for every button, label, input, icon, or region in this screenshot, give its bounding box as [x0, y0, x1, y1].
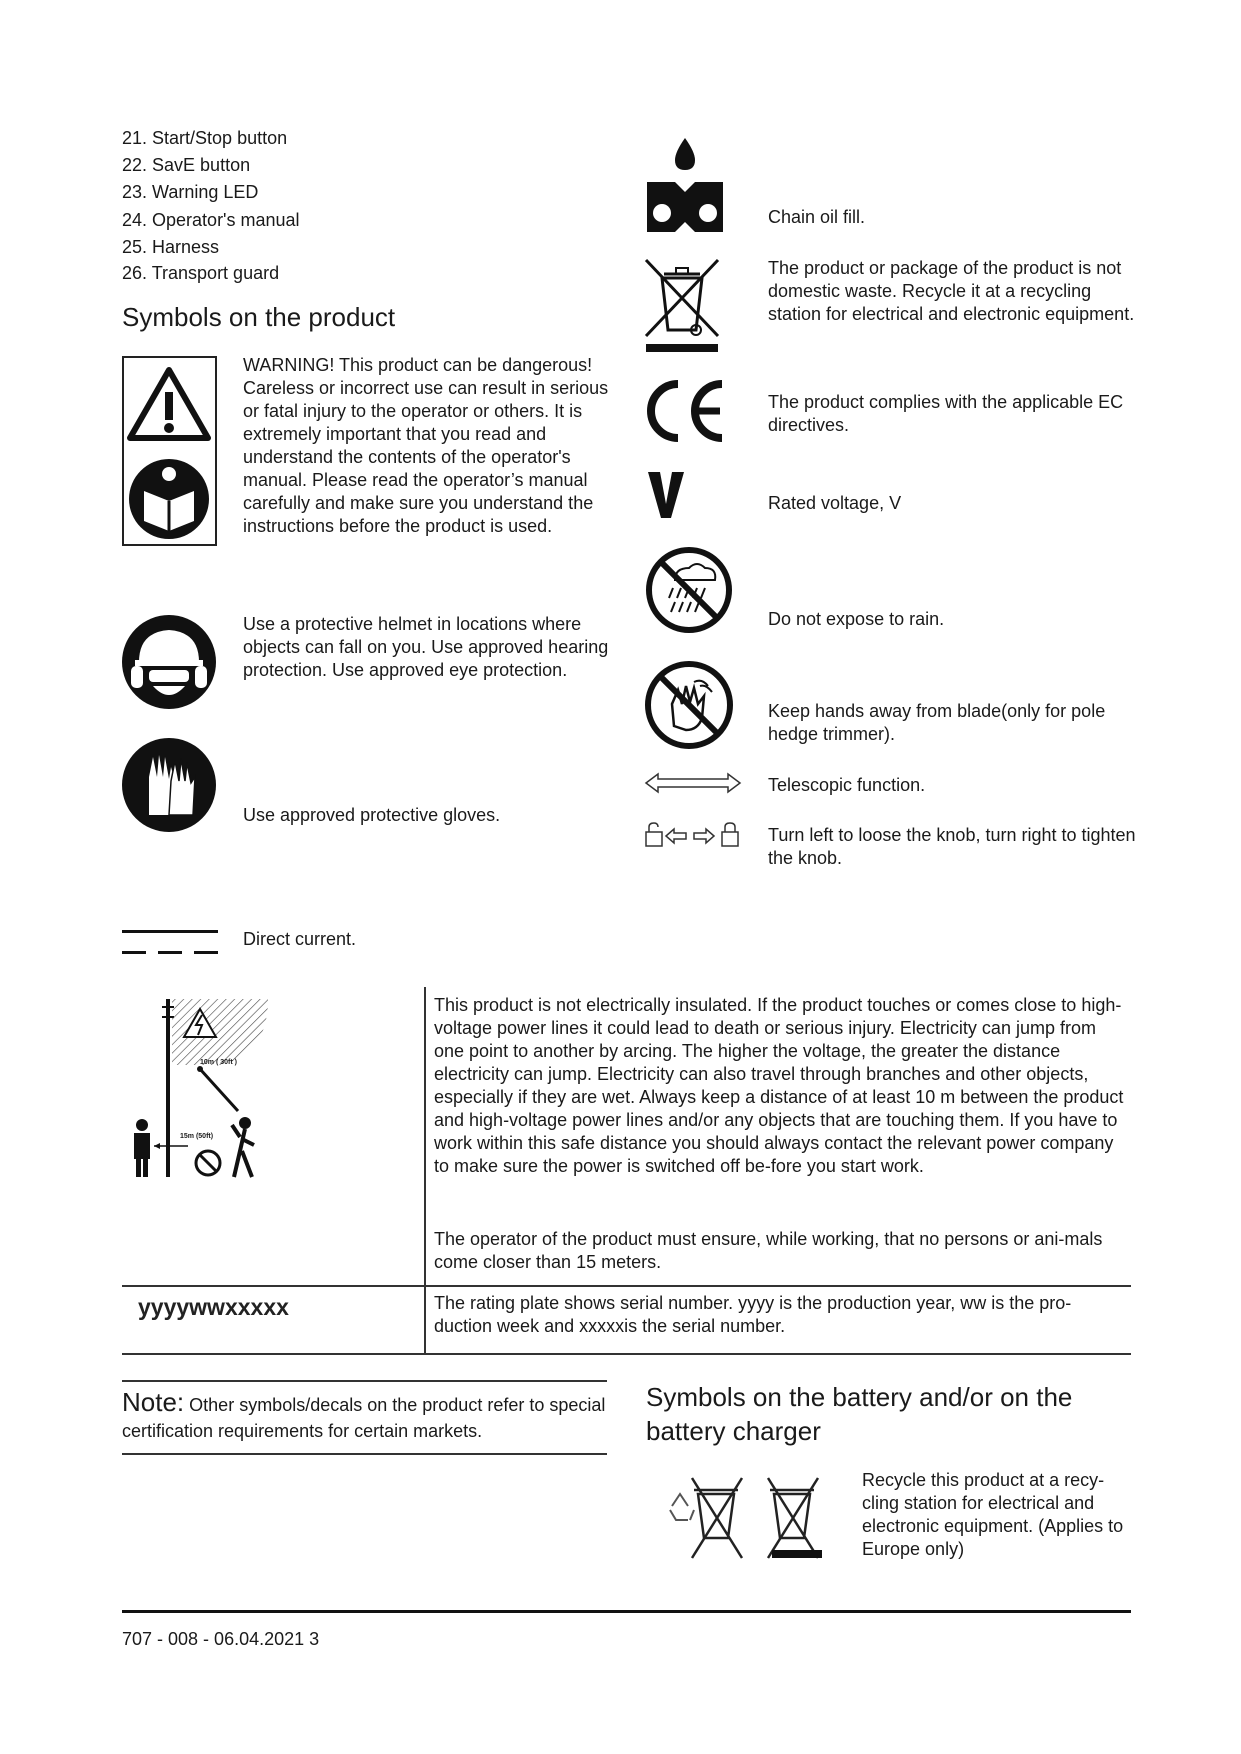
note-text: Other symbols/decals on the product refer to special certification requirements for certain markets. [122, 1395, 606, 1441]
note-top-rule [122, 1380, 607, 1382]
recycle-bins-icon [660, 1474, 846, 1562]
table-bottom-rule [122, 1353, 1131, 1355]
chain-oil-text: Chain oil fill. [768, 207, 866, 227]
helmet-text: Use a protective helmet in locations where objects can fall on you. Use approved hearing protection. Use approved eye protection. [243, 614, 609, 680]
direct-current-icon [122, 930, 218, 956]
ce-text: The product complies with the applicable EC directives. [768, 392, 1124, 435]
knob-lock-icon [644, 822, 742, 848]
serial-text: The rating plate shows serial number. yyyy is the production year, ww is the pro-duction week and xxxxxis the serial number. [434, 1293, 1072, 1336]
footer-rule [122, 1610, 1131, 1613]
telescopic-text: Telescopic function. [768, 775, 926, 795]
crossed-bin-icon [644, 258, 720, 354]
distance-10m-label: 10m ( 30ft ) [200, 1059, 237, 1066]
symbols-product-heading: Symbols on the product [122, 302, 396, 332]
power-lines-text: This product is not electrically insulated. If the product touches or comes close to high-voltage power lines it could lead to death or serious injury. Electricity can jump from one point to another by arcing. The higher the voltage, the greater the distance electricity can jump. Electricity can also travel through branches and other objects, especially if they are wet. Always keep a distance of at least 10 m between the product and high-voltage power lines and/or any objects that are touching them. If you have to work within this safe distance you should always contact the relevant power company to make sure the power is switched off be-fore you start work. [434, 995, 1124, 1176]
list-item: 24. Operator's manual [122, 210, 300, 230]
table-row-divider [122, 1285, 1131, 1287]
warning-text: WARNING! This product can be dangerous! Careless or incorrect use can result in serious or fatal injury to the operator or others. It is extremely important that you read and understand the contents of the operator's manual. Please read the operator’s manual carefully and make sure you understand the instructions before the product is used. [243, 355, 609, 536]
direct-current-text: Direct current. [243, 929, 357, 949]
voltage-icon [646, 470, 686, 520]
battery-recycle-text: Recycle this product at a recy-cling station for electrical and electronic equipment. (Applies to Europe only) [862, 1470, 1124, 1559]
battery-heading: Symbols on the battery and/or on the battery charger [646, 1382, 1073, 1446]
distance-15m-text: The operator of the product must ensure, while working, that no persons or ani-mals come closer than 15 meters. [434, 1229, 1103, 1272]
serial-format-code: yyyywwxxxxx [138, 1294, 289, 1320]
list-item: 25. Harness [122, 237, 220, 257]
rain-text: Do not expose to rain. [768, 609, 945, 629]
knob-text: Turn left to loose the knob, turn right to tighten the knob. [768, 825, 1136, 868]
chain-oil-icon [645, 138, 725, 234]
gloves-text: Use approved protective gloves. [243, 805, 501, 825]
note-label: Note: [122, 1387, 185, 1417]
note-block [122, 1389, 607, 1444]
no-rain-icon [645, 546, 733, 634]
page-reference: 707 - 008 - 06.04.2021 3 [122, 1629, 320, 1649]
ce-mark-icon [644, 378, 728, 444]
list-item: 23. Warning LED [122, 182, 259, 202]
distance-15m-label: 15m (50ft) [180, 1133, 214, 1140]
power-line-distance-icon [128, 995, 278, 1185]
no-hands-icon [644, 660, 734, 750]
telescopic-arrow-icon [644, 772, 742, 794]
list-item: 22. SavE button [122, 155, 251, 175]
voltage-text: Rated voltage, V [768, 493, 902, 513]
hands-text: Keep hands away from blade(only for pole hedge trimmer). [768, 701, 1106, 744]
table-divider [424, 987, 426, 1355]
warning-manual-icon [122, 356, 217, 546]
list-item: 26. Transport guard [122, 263, 280, 283]
list-item: 21. Start/Stop button [122, 128, 288, 148]
gloves-icon [121, 737, 217, 833]
note-bottom-rule [122, 1453, 607, 1455]
helmet-icon [121, 614, 217, 710]
waste-text: The product or package of the product is not domestic waste. Recycle it at a recycling station for electrical and electronic equipment. [768, 258, 1135, 324]
